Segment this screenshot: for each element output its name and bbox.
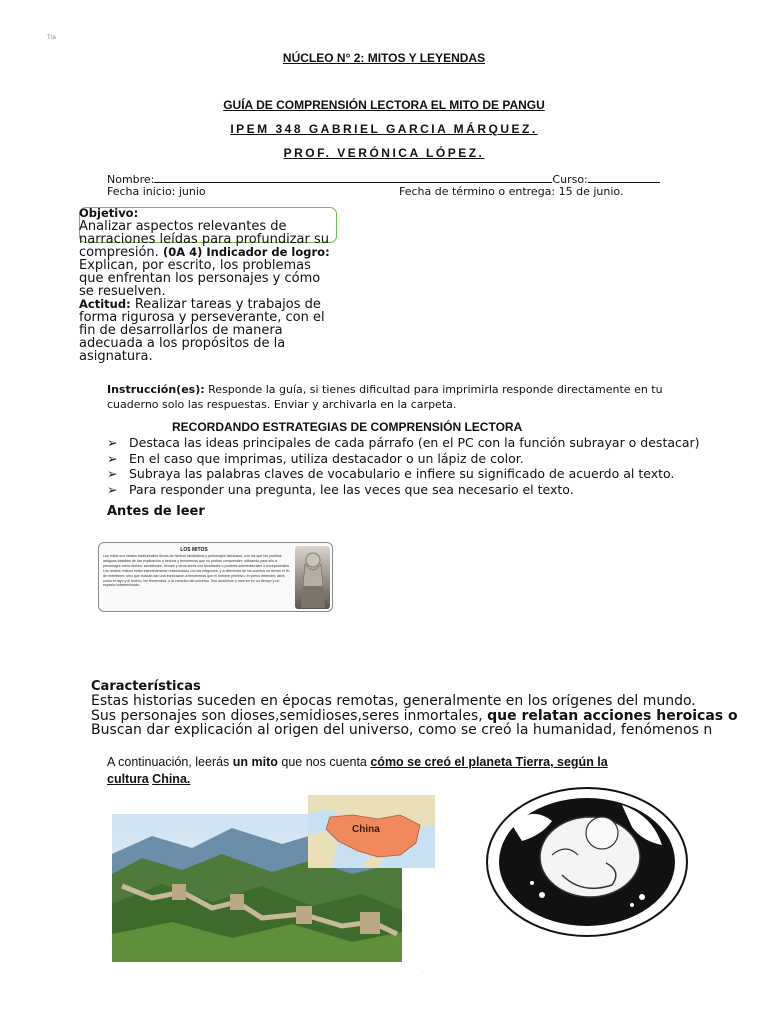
- strategy-text: Para responder una pregunta, lee las veces que sea necesario el texto.: [129, 481, 574, 497]
- god-statue-image: [295, 546, 330, 609]
- arrow-bullet-icon: ➢: [107, 435, 118, 450]
- attitude-label: Actitud:: [79, 297, 131, 311]
- map-icon: [308, 795, 435, 868]
- characteristics-bold-part: que relatan acciones heroicas o: [487, 707, 738, 724]
- attitude-text: Realizar tareas y trabajos de forma rigurosa y perseverante, con el fin de desarrollarlos de manera adecuada a los propósitos de la asignatura.: [79, 297, 325, 364]
- myths-info-card: [98, 542, 333, 612]
- list-item: [107, 466, 757, 482]
- strategies-list: [107, 435, 757, 497]
- guide-title: GUÍA DE COMPRENSIÓN LECTORA EL MITO DE PANGU: [223, 98, 545, 112]
- instruction-label: Instrucción(es):: [107, 383, 205, 396]
- objective-label: Objetivo:: [79, 206, 139, 220]
- teacher-name: PROF. VERÓNICA LÓPEZ.: [283, 146, 485, 160]
- unit-title: NÚCLEO N° 2: MITOS Y LEYENDAS: [282, 51, 486, 65]
- continuation-underlined: China.: [152, 772, 191, 786]
- map-label: China: [352, 824, 380, 835]
- characteristics-text: [91, 694, 768, 738]
- continuation-underlined: cultura: [107, 772, 149, 786]
- arrow-bullet-icon: ➢: [107, 466, 118, 481]
- arrow-bullet-icon: ➢: [107, 450, 118, 466]
- indicator-text: Explican, por escrito, los problemas que enfrentan los personajes y cómo se resuelven.: [79, 258, 321, 299]
- page-mark: ·: [422, 970, 424, 976]
- continuation-text: que nos cuenta: [277, 755, 371, 769]
- myths-card-text: Los mitos son relatos tradicionales llenos de hechos fantásticos y personajes fabulosos, con los que los pueblos antiguos trataban de dar explicación a hechos y fenómenos que no podían comprender; utilizando para ello a personajes como dioses, semidioses, héroes y otros seres con facultades o poderes sobrenaturales o excepcionales. Los relatos míticos están estrechamente relacionados con las religiones, y a diferencia de los cuentos no tienen el fin de entretener, sino que buscan dar una explicación a fenómenos que el hombre primitivo, en pleno entender, tales como el rayo y el trueno, los terremotos, o la creación del universo. Son anónimos y ocurren en un tiempo y un espacio indeterminado.: [103, 554, 290, 588]
- course-field[interactable]: [588, 172, 660, 183]
- list-item: [107, 451, 757, 467]
- characteristics-line: Estas historias suceden en épocas remotas, generalmente en los orígenes del mundo.: [91, 694, 696, 709]
- end-date: Fecha de término o entrega: 15 de junio.: [399, 185, 624, 198]
- course-label: Curso:: [552, 173, 588, 186]
- strategies-title: RECORDANDO ESTRATEGIAS DE COMPRENSIÓN LECTORA: [172, 420, 523, 434]
- name-label: Nombre:: [107, 173, 155, 186]
- name-field[interactable]: [154, 172, 552, 183]
- china-map-image: [308, 795, 435, 868]
- instruction-text: Responde la guía, si tienes dificultad para imprimirla responde directamente en tu cuaderno solo las respuestas. Enviar y archivarla en la carpeta.: [107, 383, 663, 411]
- continuation-underlined: cómo se creó el planeta Tierra, según la: [370, 755, 608, 769]
- strategy-text: En el caso que imprimas, utiliza destacador o un lápiz de color.: [129, 450, 524, 466]
- name-row: [107, 172, 660, 186]
- continuation-bold: un mito: [232, 755, 278, 769]
- continuation-text: A continuación, leerás: [107, 755, 233, 769]
- instruction-block: [107, 382, 707, 412]
- characteristics-line: [91, 709, 768, 724]
- strategy-text: Destaca las ideas principales de cada párrafo (en el PC con la función subrayar o destacar): [129, 435, 700, 450]
- objective-text: Analizar aspectos relevantes de narraciones leídas para profundizar su compresión.: [79, 219, 329, 260]
- characteristics-line-part: Sus personajes son dioses,semidioses,seres inmortales,: [91, 707, 483, 724]
- continuation-paragraph: [107, 754, 667, 788]
- before-reading-title: Antes de leer: [107, 504, 205, 519]
- characteristics-title: Características: [91, 679, 201, 694]
- objective-block: [79, 207, 339, 363]
- pangu-egg-illustration: [482, 785, 692, 940]
- statue-icon: [295, 546, 330, 609]
- myths-card-title: LOS MITOS: [180, 547, 208, 553]
- strategy-text: Subraya las palabras claves de vocabulario e infiere su significado de acuerdo al texto.: [129, 466, 675, 481]
- start-date: Fecha inicio: junio: [107, 185, 206, 198]
- corner-mark: Tra: [47, 35, 56, 41]
- arrow-bullet-icon: ➢: [107, 481, 118, 497]
- indicator-label: (0A 4) Indicador de logro:: [162, 245, 330, 259]
- list-item: [107, 435, 757, 451]
- pangu-icon: [482, 785, 692, 940]
- school-name: IPEM 348 GABRIEL GARCIA MÁRQUEZ.: [230, 122, 538, 136]
- list-item: [107, 482, 757, 498]
- characteristics-line: Buscan dar explicación al origen del universo, como se creó la humanidad, fenómenos n: [91, 722, 713, 738]
